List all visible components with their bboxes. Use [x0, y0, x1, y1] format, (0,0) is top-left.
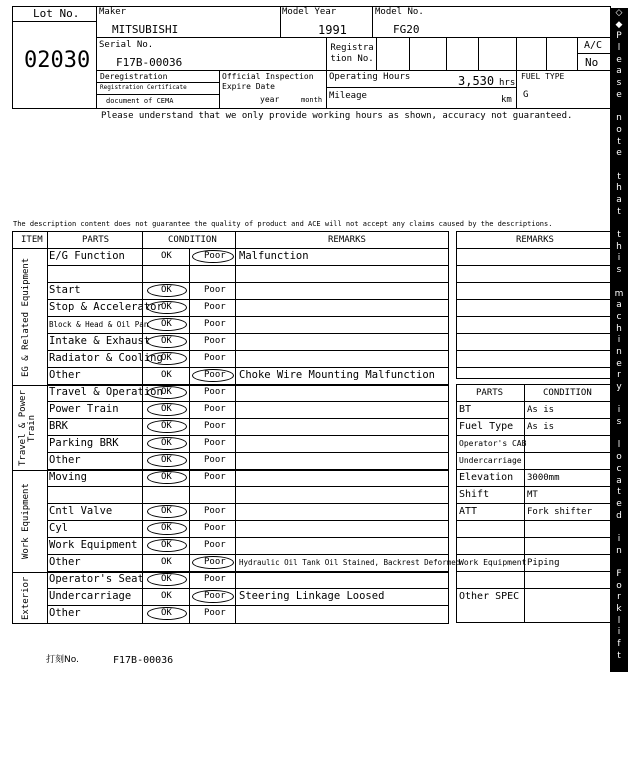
ok-selected-circle — [147, 607, 187, 620]
sidebar-char: r — [617, 592, 621, 603]
table-row — [47, 520, 449, 537]
poor-option[interactable]: Poor — [204, 574, 226, 584]
lot-no-label: Lot No. — [33, 7, 80, 20]
sidebar-char: s — [616, 78, 622, 89]
table-row — [47, 316, 449, 333]
table-row — [47, 333, 449, 350]
part-name: Moving — [49, 471, 87, 483]
ok-selected-circle — [147, 471, 187, 484]
ok-selected-circle — [147, 522, 187, 535]
sidebar-char: a — [616, 195, 622, 205]
fuel-label: FUEL TYPE — [521, 72, 565, 81]
sidebar-char: t — [617, 206, 621, 217]
sidebar-char — [610, 277, 628, 289]
sidebar-char: t — [617, 230, 621, 241]
part-name: E/G Function — [49, 250, 125, 262]
spec-part: Operator's CAB — [459, 439, 527, 448]
sidebar-char: c — [616, 311, 622, 322]
ok-option[interactable]: OK — [161, 540, 172, 550]
part-name: BRK — [49, 420, 68, 432]
part-name: Cyl — [49, 522, 68, 534]
poor-option[interactable]: Poor — [204, 438, 226, 448]
sidebar-char: t — [617, 650, 621, 661]
part-name: Undercarriage — [49, 590, 132, 602]
location-notice-sidebar — [610, 8, 628, 778]
sidebar-char: t — [617, 487, 621, 498]
right-remarks-header: REMARKS — [516, 235, 554, 245]
table-row — [47, 299, 449, 316]
serial-label: Serial No. — [99, 40, 154, 50]
spec-part: Other SPEC — [459, 591, 520, 602]
table-row — [47, 350, 449, 367]
ok-option[interactable]: OK — [161, 421, 172, 431]
group-exterior-label: Exterior — [21, 576, 31, 621]
part-name: Other — [49, 454, 81, 466]
sidebar-char: e — [616, 498, 622, 509]
sidebar-char: t — [617, 171, 621, 182]
sidebar-char: g — [616, 744, 622, 755]
col-remarks-header: REMARKS — [328, 235, 366, 245]
hours-label: Operating Hours — [329, 72, 411, 82]
model-no-label: Model No. — [375, 7, 424, 17]
poor-option[interactable]: Poor — [204, 557, 226, 567]
ok-selected-circle — [147, 505, 187, 518]
poor-option[interactable]: Poor — [204, 319, 226, 329]
sidebar-char: e — [616, 89, 622, 100]
maker-value: MITSUBISHI — [112, 23, 179, 36]
table-row — [47, 384, 449, 401]
part-name: Block & Head & Oil Pan — [49, 320, 149, 329]
sidebar-char: e — [616, 148, 622, 159]
sidebar-char: i — [617, 253, 621, 264]
part-name: Intake & Exhaust — [49, 335, 151, 347]
sidebar-char — [610, 218, 628, 230]
part-name: Cntl Valve — [49, 505, 113, 517]
spec-condition: MT — [527, 490, 538, 500]
poor-selected-circle — [192, 250, 234, 263]
sidebar-char: k — [616, 709, 622, 720]
ok-option[interactable]: OK — [161, 285, 172, 295]
sidebar-char: y — [616, 382, 622, 392]
ok-selected-circle — [147, 573, 187, 586]
table-row — [47, 554, 461, 571]
ok-selected-circle — [147, 420, 187, 433]
ac-label: A/C — [584, 40, 603, 51]
sidebar-char — [610, 394, 628, 406]
inspection-label: Official Inspection Expire Date — [222, 72, 314, 91]
table-row — [47, 486, 449, 503]
ok-selected-circle — [147, 318, 187, 331]
part-name: Operator's Seat — [49, 573, 144, 585]
notice-text: Please understand that we only provide working hours as shown, accuracy not guaranteed. — [101, 111, 573, 121]
ok-option[interactable]: OK — [161, 506, 172, 516]
part-name: Travel & Operation — [49, 386, 163, 398]
sidebar-char: e — [616, 54, 622, 65]
table-row — [47, 265, 449, 282]
col-condition-header: CONDITION — [168, 235, 217, 245]
sidebar-char: i — [617, 335, 621, 346]
ok-selected-circle — [147, 301, 187, 314]
part-name: Other — [49, 369, 81, 381]
sidebar-char: o — [616, 452, 622, 463]
sidebar-char: o — [616, 124, 622, 135]
sidebar-char: m — [614, 288, 624, 299]
part-name: Stop & Accelerator — [49, 301, 163, 313]
sidebar-char: d — [616, 510, 622, 521]
poor-option[interactable]: Poor — [204, 540, 226, 550]
spec-part: BT — [459, 404, 472, 415]
sidebar-char: r — [617, 697, 621, 708]
spec-part: ATT — [459, 506, 478, 517]
spec-part: Undercarriage — [459, 456, 522, 465]
poor-selected-circle — [192, 556, 234, 569]
sidebar-char — [610, 160, 628, 172]
month-label: month — [301, 96, 323, 104]
sidebar-char: ◇ — [615, 8, 623, 18]
sidebar-char — [610, 522, 628, 534]
spec-parts-header: PARTS — [476, 388, 504, 398]
sidebar-char: a — [616, 475, 622, 486]
ok-selected-circle — [147, 454, 187, 467]
ok-selected-circle — [147, 539, 187, 552]
sidebar-char: s — [616, 265, 622, 276]
sidebar-char: o — [616, 580, 622, 591]
part-name: Work Equipment — [49, 539, 138, 551]
sidebar-char: ◆ — [615, 756, 623, 766]
serial-value: F17B-00036 — [116, 56, 183, 69]
part-name: Parking BRK — [49, 437, 119, 449]
table-row — [47, 401, 449, 418]
sidebar-char: P — [616, 31, 622, 42]
sidebar-char: a — [616, 685, 622, 696]
hours-value: 3,530 — [458, 74, 495, 88]
sidebar-char: f — [617, 639, 621, 650]
sidebar-char: ◇ — [615, 767, 623, 778]
poor-selected-circle — [192, 369, 234, 382]
table-row — [47, 282, 449, 299]
sidebar-char: n — [616, 732, 622, 743]
ok-option[interactable]: OK — [161, 302, 172, 312]
spec-condition: Piping — [527, 558, 560, 568]
sidebar-char: a — [616, 66, 622, 77]
poor-option[interactable]: Poor — [204, 591, 226, 601]
col-item-header: ITEM — [21, 235, 43, 245]
ok-option[interactable]: OK — [161, 591, 172, 601]
sidebar-char: k — [616, 604, 622, 615]
sidebar-char: e — [616, 358, 622, 369]
ac-value: No — [585, 56, 599, 69]
remark-text: Steering Linkage Loosed — [239, 590, 385, 602]
sidebar-char: h — [616, 323, 622, 334]
ok-option[interactable]: OK — [161, 251, 172, 261]
part-name: Other — [49, 556, 81, 568]
group-travel-label: Travel & Power Train — [18, 390, 37, 466]
sidebar-char: t — [617, 136, 621, 147]
sidebar-char: s — [616, 417, 622, 428]
spec-condition: 3000mm — [527, 473, 560, 483]
disclaimer-text: The description content does not guarantee the quality of product and ACE will not accept any claims caused by the descriptions. — [13, 220, 553, 228]
part-name: Other — [49, 607, 81, 619]
sidebar-char: ◆ — [615, 19, 623, 30]
year-label: year — [260, 95, 280, 104]
spec-condition: As is — [527, 405, 555, 415]
sidebar-char: l — [617, 43, 621, 54]
sidebar-char — [610, 102, 628, 114]
lot-no-value: 02030 — [24, 48, 91, 73]
sidebar-char: h — [616, 183, 622, 194]
table-row — [47, 452, 449, 469]
ok-selected-circle — [147, 386, 187, 399]
poor-option[interactable]: Poor — [204, 336, 226, 346]
poor-option[interactable]: Poor — [204, 455, 226, 465]
spec-part: Work Equipment — [459, 558, 527, 567]
sidebar-char: r — [617, 370, 621, 381]
ok-option[interactable]: OK — [161, 608, 172, 618]
remark-text: Malfunction — [239, 250, 309, 262]
mileage-label: Mileage — [329, 91, 367, 101]
sidebar-char: h — [616, 241, 622, 252]
part-name: Start — [49, 284, 81, 296]
ok-option[interactable]: OK — [161, 319, 172, 329]
cema-label: document of CEMA — [106, 97, 174, 105]
poor-option[interactable]: Poor — [204, 387, 226, 397]
maker-label: Maker — [99, 7, 127, 17]
spec-condition: Fork shifter — [527, 507, 593, 517]
remark-text: Choke Wire Mounting Malfunction — [239, 369, 435, 381]
ok-option[interactable]: OK — [161, 370, 172, 380]
spec-part: Fuel Type — [459, 421, 514, 432]
dereg-label: Deregistration — [100, 72, 168, 81]
stamp-label: 打刻No. — [46, 655, 79, 665]
sidebar-char: i — [617, 720, 621, 731]
poor-option[interactable]: Poor — [204, 251, 226, 261]
poor-option[interactable]: Poor — [204, 506, 226, 516]
table-row — [47, 537, 449, 554]
remark-text: Hydraulic Oil Tank Oil Stained, Backrest Deformed — [239, 558, 461, 567]
hours-unit: hrs — [499, 78, 516, 88]
poor-selected-circle — [192, 590, 234, 603]
ok-selected-circle — [147, 437, 187, 450]
sidebar-char: l — [617, 615, 621, 626]
poor-option[interactable]: Poor — [204, 302, 226, 312]
table-row — [47, 503, 449, 520]
reg-cert-label: Registration Certificate — [100, 84, 187, 91]
ok-option[interactable]: OK — [161, 387, 172, 397]
poor-option[interactable]: Poor — [204, 370, 226, 380]
sidebar-char: P — [616, 674, 622, 685]
poor-option[interactable]: Poor — [204, 404, 226, 414]
spec-condition: As is — [527, 422, 555, 432]
ok-option[interactable]: OK — [161, 353, 172, 363]
sidebar-char: c — [616, 463, 622, 474]
spec-condition-header: CONDITION — [543, 388, 592, 398]
stamp-value: F17B-00036 — [113, 655, 174, 666]
ok-option[interactable]: OK — [161, 455, 172, 465]
group-work-label: Work Equipment — [21, 483, 31, 560]
ok-option[interactable]: OK — [161, 438, 172, 448]
sidebar-char: a — [616, 300, 622, 311]
ok-selected-circle — [147, 284, 187, 297]
ok-selected-circle — [147, 335, 187, 348]
poor-option[interactable]: Poor — [204, 523, 226, 533]
spec-part: Elevation — [459, 472, 514, 483]
ok-selected-circle — [147, 403, 187, 416]
ok-option[interactable]: OK — [161, 336, 172, 346]
table-row — [47, 367, 449, 384]
poor-option[interactable]: Poor — [204, 285, 226, 295]
sidebar-char — [610, 557, 628, 569]
ok-option[interactable]: OK — [161, 472, 172, 482]
sidebar-char: i — [617, 405, 621, 416]
model-year-value: 1991 — [318, 23, 347, 37]
sidebar-char: F — [616, 569, 622, 579]
table-row — [47, 588, 449, 605]
ok-option[interactable]: OK — [161, 404, 172, 414]
poor-option[interactable]: Poor — [204, 421, 226, 431]
mileage-unit: km — [501, 95, 512, 105]
poor-option[interactable]: Poor — [204, 608, 226, 618]
model-year-label: Model Year — [282, 7, 337, 17]
table-row — [47, 571, 449, 588]
sidebar-char: n — [616, 113, 622, 124]
table-row — [47, 248, 449, 265]
sidebar-char: n — [616, 346, 622, 357]
poor-option[interactable]: Poor — [204, 472, 226, 482]
table-row — [47, 435, 449, 452]
sidebar-char: l — [617, 440, 621, 451]
fuel-value: G — [523, 90, 529, 100]
registration-label: Registration No. — [330, 43, 374, 64]
ok-option[interactable]: OK — [161, 523, 172, 533]
ok-selected-circle — [147, 352, 187, 365]
sidebar-char: n — [616, 545, 622, 556]
model-no-value: FG20 — [393, 23, 420, 36]
sidebar-char — [610, 429, 628, 441]
sidebar-char — [610, 663, 628, 675]
col-parts-header: PARTS — [82, 235, 110, 245]
poor-option[interactable]: Poor — [204, 353, 226, 363]
part-name: Radiator & Cooling — [49, 352, 163, 364]
sidebar-char: i — [617, 627, 621, 638]
ok-option[interactable]: OK — [161, 574, 172, 584]
spec-part: Shift — [459, 489, 490, 500]
group-eg-label: EG & Related Equipment — [21, 257, 31, 377]
sidebar-char: i — [617, 533, 621, 544]
part-name: Power Train — [49, 403, 119, 415]
table-row — [47, 605, 449, 622]
ok-option[interactable]: OK — [161, 557, 172, 567]
table-row — [47, 469, 449, 486]
table-row — [47, 418, 449, 435]
